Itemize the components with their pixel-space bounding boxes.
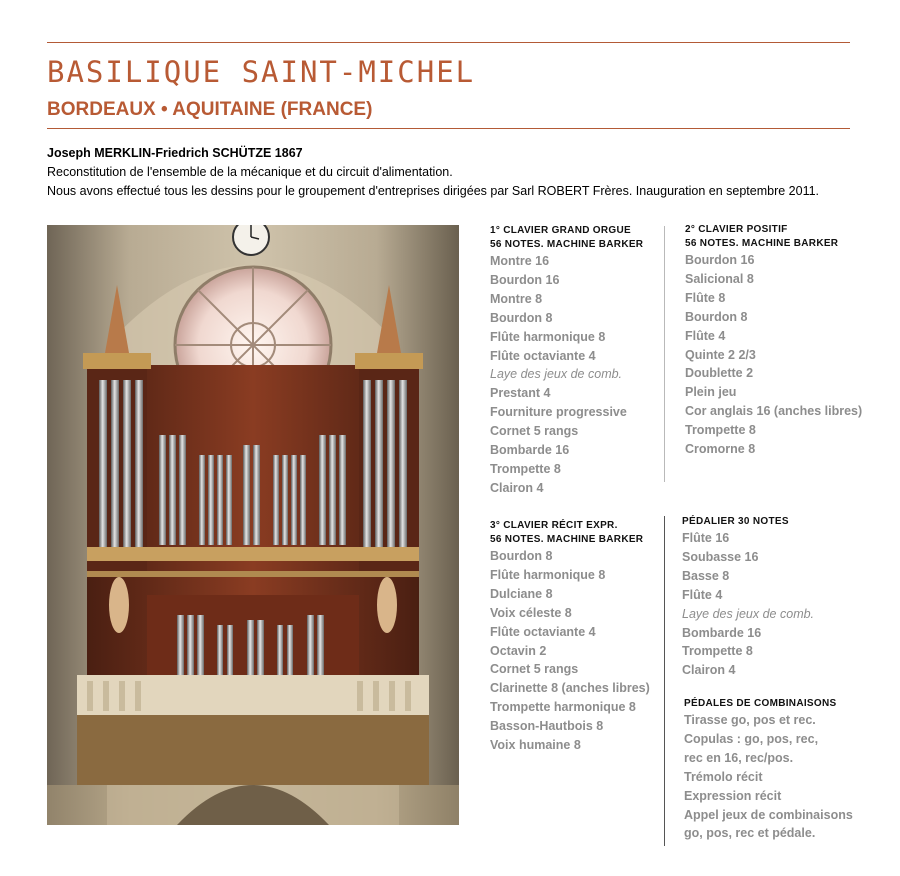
division-pedalier bbox=[682, 515, 814, 680]
stop-item: Cromorne 8 bbox=[685, 442, 756, 457]
intro-text bbox=[47, 144, 867, 201]
stop-item: Bourdon 8 bbox=[685, 309, 748, 324]
division-heading: 2° CLAVIER POSITIF bbox=[685, 224, 788, 235]
stop-item: Clairon 4 bbox=[490, 480, 544, 495]
stop-item: Cor anglais 16 (anches libres) bbox=[685, 404, 863, 419]
stop-item: Flûte octaviante 4 bbox=[490, 348, 596, 363]
division-heading: PÉDALIER 30 NOTES bbox=[682, 516, 789, 527]
stop-item: Montre 16 bbox=[490, 254, 550, 268]
stop-item: Clairon 4 bbox=[682, 663, 736, 678]
stop-item: Expression récit bbox=[684, 788, 782, 803]
divider-lower bbox=[664, 516, 665, 846]
stop-item: Trompette 8 bbox=[685, 423, 756, 438]
stop-item: Montre 8 bbox=[490, 291, 543, 306]
stop-item: Flûte 4 bbox=[682, 587, 723, 602]
stop-item: Appel jeux de combinaisons bbox=[684, 807, 853, 822]
stop-item: Bourdon 16 bbox=[490, 272, 560, 287]
division-combinaisons bbox=[684, 697, 853, 843]
intro-line-2: Nous avons effectué tous les dessins pour le groupement d'entreprises dirigées par Sarl ROBERT Frères. Inauguration en septembre 2011. bbox=[47, 184, 820, 198]
stop-item: Plein jeu bbox=[685, 385, 737, 400]
stop-item: Doublette 2 bbox=[685, 366, 754, 381]
divider-upper bbox=[664, 226, 665, 482]
stop-item: Basse 8 bbox=[682, 568, 730, 583]
stop-item: Octavin 2 bbox=[490, 643, 547, 658]
stop-item: Basson-Hautbois 8 bbox=[490, 719, 604, 734]
stop-item: Bourdon 16 bbox=[685, 253, 755, 267]
division-grand-orgue bbox=[490, 224, 643, 498]
stop-item: Soubasse 16 bbox=[682, 549, 759, 564]
stop-item: Bombarde 16 bbox=[490, 443, 570, 458]
stop-item: Voix humaine 8 bbox=[490, 738, 581, 753]
intro-line-1: Reconstitution de l'ensemble de la mécanique et du circuit d'alimentation. bbox=[47, 165, 453, 179]
division-heading: 56 NOTES. MACHINE BARKER bbox=[490, 239, 644, 250]
stop-item: Trompette harmonique 8 bbox=[490, 700, 636, 715]
stop-item: Flûte octaviante 4 bbox=[490, 624, 596, 639]
stop-item: Dulciane 8 bbox=[490, 586, 553, 601]
division-heading: 1° CLAVIER GRAND ORGUE bbox=[490, 225, 631, 236]
stop-item: Flûte harmonique 8 bbox=[490, 329, 606, 344]
top-rule bbox=[47, 42, 850, 43]
stop-item: rec en 16, rec/pos. bbox=[684, 750, 794, 765]
organ-photo bbox=[47, 225, 459, 825]
stop-item: Laye des jeux de comb. bbox=[682, 606, 815, 621]
stop-item: Laye des jeux de comb. bbox=[490, 367, 623, 382]
division-heading: PÉDALES DE COMBINAISONS bbox=[684, 698, 837, 709]
stop-item: Cornet 5 rangs bbox=[490, 662, 579, 677]
page-subtitle: BORDEAUX • AQUITAINE (FRANCE) bbox=[47, 99, 373, 120]
stop-item: Voix céleste 8 bbox=[490, 605, 572, 620]
division-positif bbox=[685, 223, 862, 459]
division-recit bbox=[490, 519, 650, 755]
stop-item: Bourdon 8 bbox=[490, 549, 553, 563]
stop-item: Flûte 16 bbox=[682, 531, 730, 545]
stop-item: Trémolo récit bbox=[684, 769, 763, 784]
page-title: BASILIQUE SAINT-MICHEL bbox=[47, 55, 476, 89]
stop-item: Trompette 8 bbox=[682, 644, 753, 659]
stop-item: go, pos, rec et pédale. bbox=[684, 826, 816, 841]
stop-item: Cornet 5 rangs bbox=[490, 424, 579, 439]
stop-item: Flûte 8 bbox=[685, 290, 726, 305]
stop-item: Prestant 4 bbox=[490, 386, 551, 401]
stop-item: Fourniture progressive bbox=[490, 405, 627, 420]
stop-item: Clarinette 8 (anches libres) bbox=[490, 681, 650, 696]
stop-item: Salicional 8 bbox=[685, 271, 754, 286]
stop-item: Bombarde 16 bbox=[682, 625, 762, 640]
stop-item: Trompette 8 bbox=[490, 461, 561, 476]
stop-item: Bourdon 8 bbox=[490, 310, 553, 325]
stop-item: Copulas : go, pos, rec, bbox=[684, 731, 819, 746]
division-heading: 3° CLAVIER RÉCIT EXPR. bbox=[490, 520, 618, 531]
stop-item: Flûte harmonique 8 bbox=[490, 567, 606, 582]
division-heading: 56 NOTES. MACHINE BARKER bbox=[685, 238, 839, 249]
stop-item: Quinte 2 2/3 bbox=[685, 347, 756, 362]
division-heading: 56 NOTES. MACHINE BARKER bbox=[490, 534, 644, 545]
header-rule bbox=[47, 128, 850, 129]
builder-line: Joseph MERKLIN-Friedrich SCHÜTZE 1867 bbox=[47, 146, 303, 160]
stop-item: Tirasse go, pos et rec. bbox=[684, 713, 816, 727]
stop-item: Flûte 4 bbox=[685, 328, 726, 343]
